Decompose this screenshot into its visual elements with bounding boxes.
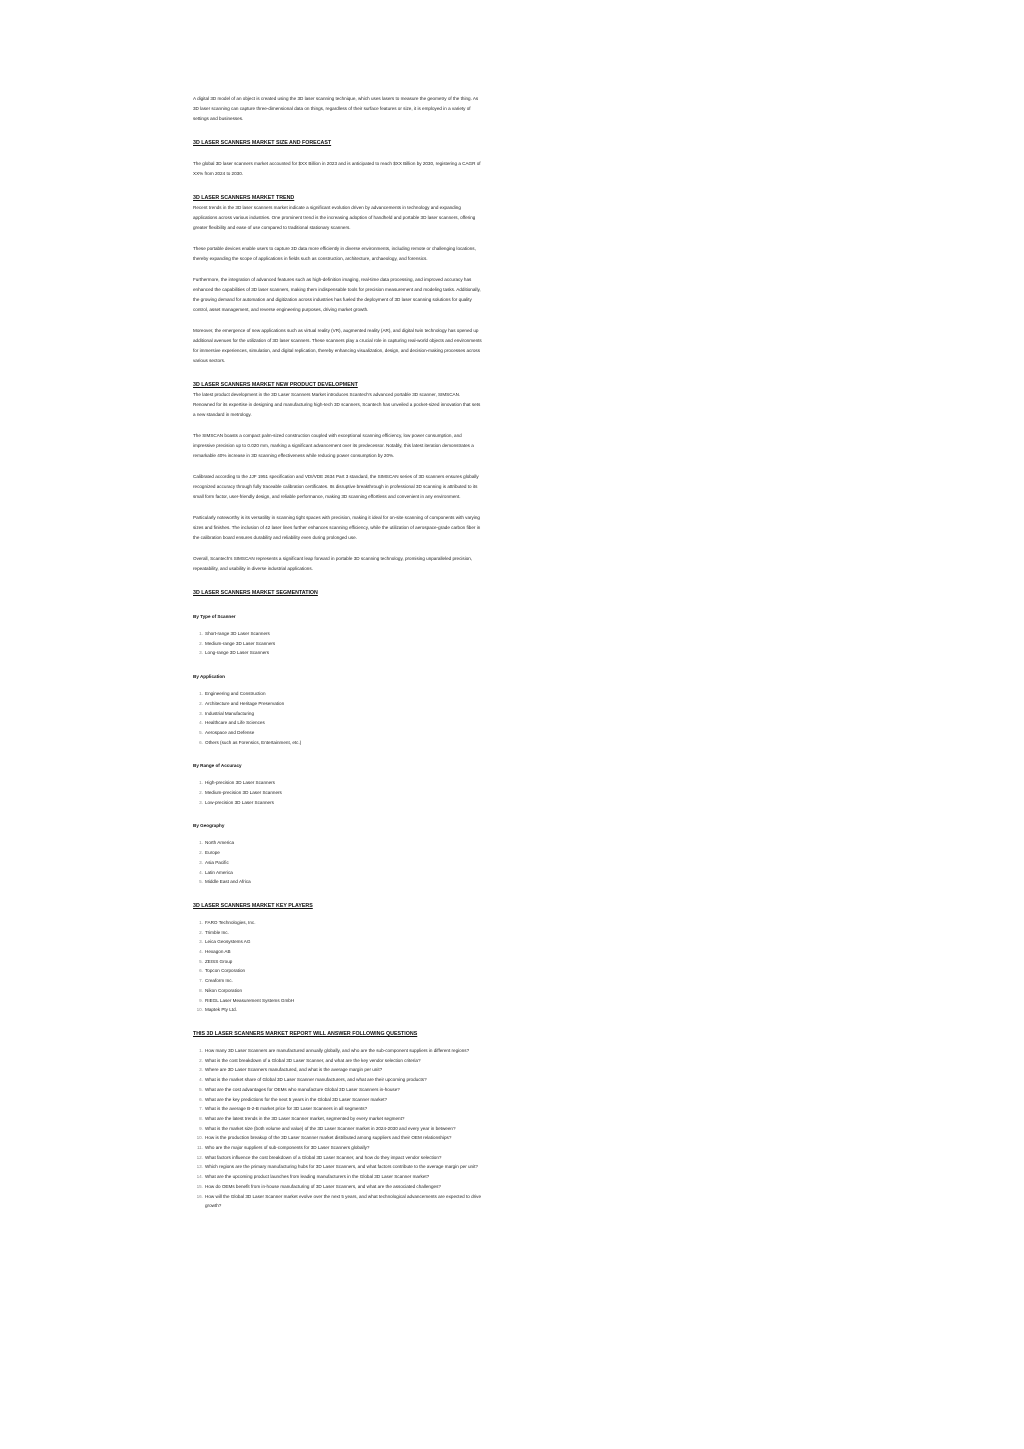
list-item-text: How do OEMs benefit from in-house manufacturing of 3D Laser Scanners, and what are the associated challenges?	[205, 1183, 441, 1189]
segment-title: By Range of Accuracy	[193, 763, 242, 769]
list-item-text: What are the cost advantages for OEMs who manufacture Global 3D Laser Scanners in-house?	[205, 1086, 400, 1092]
list-item-number: 1 .	[193, 689, 203, 699]
list-item	[193, 1162, 483, 1172]
list-item	[193, 838, 483, 848]
list-item-number: 8 .	[193, 1114, 203, 1124]
list-item-number: 1 .	[193, 838, 203, 848]
list-item	[193, 639, 483, 649]
list-item-number: 2 .	[193, 848, 203, 858]
list-item-text: What factors influence the cost breakdown of a Global 3D Laser Scanner, and how do they impact vendor selection?	[205, 1154, 442, 1160]
segment-title: By Type of Scanner	[193, 614, 236, 619]
list-item-number: 7 .	[193, 1104, 203, 1114]
npd-paragraph: Overall, Scantech's SIMSCAN represents a significant leap forward in portable 3D scanning technology, promising unparalleled precision, repeatability, and usability in diverse industrial applications.	[193, 556, 473, 571]
list-item-text: How many 3D Laser Scanners are manufactured annually globally, and who are the sub-component suppliers in different regions?	[205, 1047, 470, 1053]
trend-paragraph: Moreover, the emergence of new applications such as virtual reality (VR), augmented reality (AR), and digital twin technology has opened up additional avenues for the utilization of 3D laser scanners. These scanners play a crucial role in capturing real-world objects and environments for immersive experiences, simulation, and digital replication, thereby enhancing visualization, design, and decision-making processes across various sectors.	[193, 328, 482, 363]
list-item-number: 15 .	[193, 1182, 203, 1192]
segment-title: By Application	[193, 674, 225, 680]
list-item-text: Medium-precision 3D Laser Scanners	[205, 790, 282, 796]
list-item	[193, 947, 483, 957]
list-item-number: 2 .	[193, 928, 203, 938]
list-item-text: How will the Global 3D Laser Scanner market evolve over the next 5 years, and what technological advancements are expected to drive growth?	[205, 1193, 482, 1209]
list-item-text: Engineering and Construction	[205, 691, 266, 697]
list-item	[193, 798, 483, 808]
list-item	[193, 728, 483, 738]
list-item	[193, 1046, 483, 1056]
list-item-number: 5 .	[193, 1085, 203, 1095]
list-item-text: What are the key predictions for the next 5 years in the Global 3D Laser Scanner market?	[205, 1096, 388, 1102]
list-item-text: Latin America	[205, 869, 233, 875]
list-item-number: 9 .	[193, 996, 203, 1006]
list-item	[193, 848, 483, 858]
list-item	[193, 996, 483, 1006]
segmentation-heading: 3D LASER SCANNERS MARKET SEGMENTATION	[193, 590, 318, 596]
list-item	[193, 648, 483, 658]
list-item-number: 7 .	[193, 976, 203, 986]
list-item-text: Asia Pacific	[205, 859, 229, 865]
list-item-number: 11 .	[193, 1143, 203, 1153]
list-item-text: Middle East and Africa	[205, 879, 251, 885]
list-item-number: 14 .	[193, 1172, 203, 1182]
npd-paragraph: Particularly noteworthy is its versatility in scanning tight spaces with precision, making it ideal for on-site scanning of components with varying sizes and finishes. The inclusion of 42 laser lines further enhances scanning efficiency, while the utilization of aerospace-grade carbon fiber in the calibration board ensures durability and reliability even during prolonged use.	[193, 515, 481, 540]
list-item-number: 3 .	[193, 798, 203, 808]
list-item	[193, 1124, 483, 1134]
list-item-number: 3 .	[193, 858, 203, 868]
key-players-heading: 3D LASER SCANNERS MARKET KEY PLAYERS	[193, 902, 313, 909]
list-item-text: How is the production breakup of the 3D Laser Scanner market distributed among suppliers and their OEM relationships?	[205, 1135, 452, 1141]
list-item-text: Which regions are the primary manufacturing hubs for 3D Laser Scanners, and what factors contribute to the average margin per unit?	[205, 1164, 478, 1170]
list-item-number: 10 .	[193, 1005, 203, 1015]
list-item-number: 5 .	[193, 877, 203, 887]
segment-list-accuracy	[193, 778, 483, 807]
list-item-number: 8 .	[193, 986, 203, 996]
list-item	[193, 788, 483, 798]
list-item	[193, 1085, 483, 1095]
list-item-text: Healthcare and Life Sciences	[205, 720, 265, 726]
list-item	[193, 718, 483, 728]
list-item-number: 2 .	[193, 699, 203, 709]
segment-list-application	[193, 689, 483, 747]
list-item-number: 10 .	[193, 1133, 203, 1143]
list-item	[193, 1065, 483, 1075]
list-item-text: Nikon Corporation	[205, 987, 243, 993]
list-item-number: 1 .	[193, 629, 203, 639]
list-item	[193, 868, 483, 878]
list-item	[193, 1143, 483, 1153]
key-players-list	[193, 918, 483, 1015]
list-item-number: 12 .	[193, 1153, 203, 1163]
list-item-number: 4 .	[193, 1075, 203, 1085]
list-item	[193, 629, 483, 639]
list-item-text: Creaform Inc.	[205, 978, 233, 984]
trend-paragraph: Furthermore, the integration of advanced features such as high-definition imaging, real-time data processing, and improved accuracy has enhanced the capabilities of 3D laser scanners, making them indispensable tools for precision measurement and modeling tasks. Additionally, the growing demand for automation and digitization across industries has fueled the deployment of 3D laser scanning solutions for quality control, asset management, and reverse engineering purposes, driving market growth.	[193, 277, 481, 312]
list-item-number: 3 .	[193, 937, 203, 947]
list-item-number: 1 .	[193, 778, 203, 788]
trend-paragraph: Recent trends in the 3D laser scanners market indicate a significant evolution driven by advancements in technology and expanding applications across various industries. One prominent trend is the increasing adoption of handheld and portable 3D laser scanners, offering greater flexibility and ease of use compared to traditional stationary scanners.	[193, 205, 476, 230]
list-item-number: 1 .	[193, 1046, 203, 1056]
list-item-number: 1 .	[193, 918, 203, 928]
list-item	[193, 918, 483, 928]
list-item-number: 9 .	[193, 1124, 203, 1134]
size-forecast-heading: 3D LASER SCANNERS MARKET SIZE AND FORECAST	[193, 140, 332, 146]
list-item-text: What are the latest trends in the 3D Laser Scanner market, segmented by every market segment?	[205, 1115, 405, 1121]
list-item	[193, 858, 483, 868]
list-item	[193, 1104, 483, 1114]
npd-paragraph: The SIMSCAN boasts a compact palm-sized construction coupled with exceptional scanning efficiency, low power consumption, and impressive precision up to 0.020 mm, marking a significant advancement over its predecessor. Notably, this latest iteration demonstrates a remarkable 40% increase in 3D scanning effectiveness while reducing power consumption by 20%.	[193, 433, 474, 458]
list-item-number: 4 .	[193, 868, 203, 878]
list-item-number: 6 .	[193, 966, 203, 976]
intro-paragraph: A digital 3D model of an object is created using the 3D laser scanning technique, which uses lasers to measure the geometry of the thing. As 3D laser scanning can capture three-dimensional data on things, regardless of their surface features or size, it is employed in a variety of settings and businesses.	[193, 96, 479, 121]
list-item-text: Others (such as Forensics, Entertainment, etc.)	[205, 739, 302, 745]
segment-title: By Geography	[193, 823, 225, 829]
list-item-text: FARO Technologies, Inc.	[205, 919, 256, 925]
list-item-text: Short-range 3D Laser Scanners	[205, 631, 270, 636]
list-item-number: 2 .	[193, 788, 203, 798]
list-item-number: 6 .	[193, 738, 203, 748]
trend-paragraph: These portable devices enable users to capture 3D data more efficiently in diverse environments, including remote or challenging locations, thereby expanding the scope of applications in fields such as construction, architecture, archaeology, and forensics.	[193, 246, 476, 261]
list-item	[193, 928, 483, 938]
list-item-number: 3 .	[193, 709, 203, 719]
list-item-number: 2 .	[193, 1056, 203, 1066]
list-item-text: Where are 3D Laser Scanners manufactured, and what is the average margin per unit?	[205, 1067, 383, 1073]
list-item-text: Aerospace and Defense	[205, 729, 255, 735]
list-item	[193, 699, 483, 709]
list-item	[193, 689, 483, 699]
list-item-text: What is the market size (both volume and value) of the 3D Laser Scanner market in 2024-2030 and every year in between?	[205, 1125, 456, 1131]
list-item	[193, 1056, 483, 1066]
list-item-text: Topcon Corporation	[205, 968, 246, 974]
npd-paragraph: The latest product development in the 3D Laser Scanners Market introduces Scantech's advanced portable 3D scanner, SIMSCAN. Renowned for its expertise in designing and manufacturing high-tech 3D scanners, Scantech has unveiled a pocket-sized innovation that sets a new standard in metrology.	[193, 392, 481, 417]
list-item	[193, 738, 483, 748]
questions-list	[193, 1046, 483, 1211]
trend-heading: 3D LASER SCANNERS MARKET TREND	[193, 195, 295, 201]
list-item	[193, 937, 483, 947]
npd-heading: 3D LASER SCANNERS MARKET NEW PRODUCT DEVELOPMENT	[193, 382, 358, 388]
list-item	[193, 1075, 483, 1085]
list-item	[193, 1133, 483, 1143]
list-item-text: Long-range 3D Laser Scanners	[205, 650, 270, 656]
list-item-number: 6 .	[193, 1095, 203, 1105]
list-item-number: 3 .	[193, 1065, 203, 1075]
list-item-text: ZEISS Group	[205, 958, 233, 964]
questions-heading: THIS 3D LASER SCANNERS MARKET REPORT WILL ANSWER FOLLOWING QUESTIONS	[193, 1030, 418, 1037]
list-item-number: 16 .	[193, 1192, 203, 1202]
list-item-number: 3 .	[193, 648, 203, 658]
document-body	[193, 94, 483, 1211]
list-item-number: 4 .	[193, 718, 203, 728]
list-item	[193, 877, 483, 887]
list-item-text: What are the upcoming product launches from leading manufacturers in the Global 3D Laser Scanner market?	[205, 1174, 430, 1180]
npd-paragraph: Calibrated according to the JJF 1951 specification and VDI/VDE 2634 Part 3 standard, the SIMSCAN series of 3D scanners ensures globally recognized accuracy through fully traceable calibration certificates. Its disruptive breakthrough in professional 3D scanning is attributed to its small form factor, user-friendly design, and reliable performance, making 3D scanning effortless and convenient in any environment.	[193, 474, 479, 499]
segment-list-type	[193, 629, 483, 658]
list-item	[193, 778, 483, 788]
list-item-number: 13 .	[193, 1162, 203, 1172]
size-forecast-paragraph: The global 3D laser scanners market accounted for $XX Billion in 2023 and is anticipated to reach $XX Billion by 2030, registering a CAGR of XX% from 2024 to 2030.	[193, 161, 481, 176]
list-item	[193, 1114, 483, 1124]
list-item-text: What is the market share of Global 3D Laser Scanner manufacturers, and what are their upcoming products?	[205, 1077, 427, 1083]
list-item-number: 5 .	[193, 957, 203, 967]
list-item-text: What is the average B-2-B market price for 3D Laser Scanners in all segments?	[205, 1106, 368, 1112]
list-item	[193, 1153, 483, 1163]
list-item	[193, 1095, 483, 1105]
list-item-text: Leica Geosystems AG	[205, 939, 251, 945]
list-item	[193, 1005, 483, 1015]
list-item-text: Medium-range 3D Laser Scanners	[205, 640, 276, 646]
list-item-text: Low-precision 3D Laser Scanners	[205, 799, 274, 805]
list-item	[193, 966, 483, 976]
list-item-text: Architecture and Heritage Preservation	[205, 700, 285, 706]
list-item-number: 2 .	[193, 639, 203, 649]
list-item	[193, 957, 483, 967]
list-item	[193, 1172, 483, 1182]
list-item-text: Who are the major suppliers of sub-components for 3D Laser Scanners globally?	[205, 1145, 370, 1151]
list-item-text: Europe	[205, 850, 220, 856]
list-item-text: High-precision 3D Laser Scanners	[205, 780, 275, 786]
list-item-text: Industrial Manufacturing	[205, 710, 255, 716]
list-item	[193, 1192, 483, 1211]
list-item	[193, 976, 483, 986]
list-item	[193, 709, 483, 719]
list-item-text: RIEGL Laser Measurement Systems GmbH	[205, 997, 295, 1003]
list-item	[193, 1182, 483, 1192]
list-item-text: North America	[205, 840, 235, 846]
list-item-number: 4 .	[193, 947, 203, 957]
list-item-text: Trimble Inc.	[205, 929, 229, 935]
list-item-text: Hexagon AB	[205, 949, 231, 955]
list-item-text: Maptek Pty Ltd.	[205, 1007, 237, 1013]
list-item-text: What is the cost breakdown of a Global 3D Laser Scanner, and what are the key vendor selection criteria?	[205, 1057, 421, 1063]
list-item-number: 5 .	[193, 728, 203, 738]
segment-list-geography	[193, 838, 483, 887]
list-item	[193, 986, 483, 996]
